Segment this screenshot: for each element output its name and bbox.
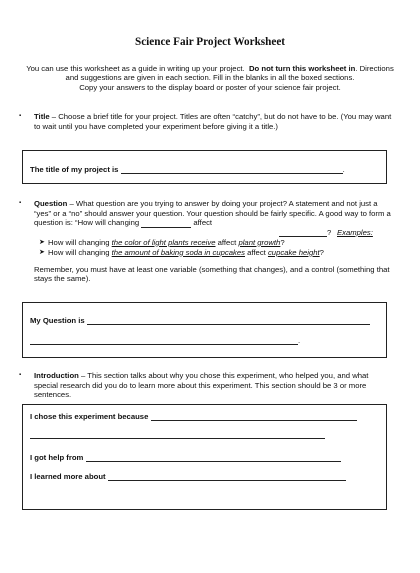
ex1-pre: How will changing [48,237,112,247]
question-heading: Question [34,199,68,208]
bullet-icon: ▪ [19,372,22,378]
ex2-pre: How will changing [48,247,112,257]
ex1-result: plant growth [238,237,281,247]
title-box-end: . [342,165,345,174]
introduction-heading: Introduction [34,371,79,380]
intro-part1: You can use this worksheet as a guide in writing up your project. [26,64,245,73]
bullet-arrow-icon: ➤ [39,248,45,256]
bullet-arrow-icon: ➤ [39,238,45,246]
question-mark: ? [327,227,332,237]
result-blank [279,228,327,237]
intro-part2: . Directions and suggestions are given in each section. Fill in the blanks in all the boxed sections. [65,64,394,83]
ex2-mid: affect [245,247,268,257]
intro-box-label-2: I got help from [30,453,84,462]
question-blank-field-2[interactable] [30,335,301,345]
question-box-label: My Question is [30,316,85,325]
intro-text [24,64,396,92]
chose-blank-line-2[interactable] [30,438,325,439]
bullet-icon: ▪ [19,200,22,206]
ex2-end: ? [319,247,324,257]
example-row [34,238,394,248]
intro-box-label-1: I chose this experiment because [30,412,149,421]
example-row [34,248,394,258]
question-section [19,199,394,284]
title-section [19,112,394,131]
intro-bold: Do not turn this worksheet in [248,64,356,73]
question-box-end: . [298,336,301,345]
chose-blank-field[interactable] [151,411,357,421]
title-answer-box [22,150,387,184]
help-blank-field[interactable] [86,452,341,462]
examples-label: Examples: [337,227,373,237]
question-blank-field[interactable] [87,315,370,325]
intro-part3: Copy your answers to the display board or poster of your science fair project. [79,82,341,92]
learned-blank-field[interactable] [108,471,346,481]
intro-box-label-3: I learned more about [30,472,106,481]
remember-text: Remember, you must have at least one variable (something that changes), and a control (something that stays the same). [34,264,390,284]
introduction-instructions: – This section talks about why you chose this experiment, who helped you, and what special research did you do to learn more about this experiment. This section should be 3 or more sentences. [34,371,369,400]
ex1-mid: affect [215,237,239,247]
question-instructions: – What question are you trying to answer by doing your project? A statement and not just a “yes” or a “no” should answer your question. Your question should be fairly specific. A good way to form a question is: “How will changing [34,199,391,228]
ex1-variable: the color of light plants receive [111,237,216,247]
variable-blank [141,219,191,228]
worksheet-title: Science Fair Project Worksheet [134,36,286,48]
question-affect: affect [193,218,213,228]
title-blank-field[interactable] [121,164,343,174]
question-answer-box [22,302,387,358]
ex1-end: ? [280,237,285,247]
ex2-variable: the amount of baking soda in cupcakes [111,247,246,257]
title-instructions: – Choose a brief title for your project. Titles are often “catchy”, but do not have to be. (You may want to wait until you have completed your experiment before giving it a title.) [34,112,392,131]
title-heading: Title [34,112,50,121]
title-box-label: The title of my project is [30,165,119,174]
bullet-icon: ▪ [19,113,22,119]
introduction-answer-box [22,404,387,510]
ex2-result: cupcake height [267,247,320,257]
introduction-section [19,371,394,400]
